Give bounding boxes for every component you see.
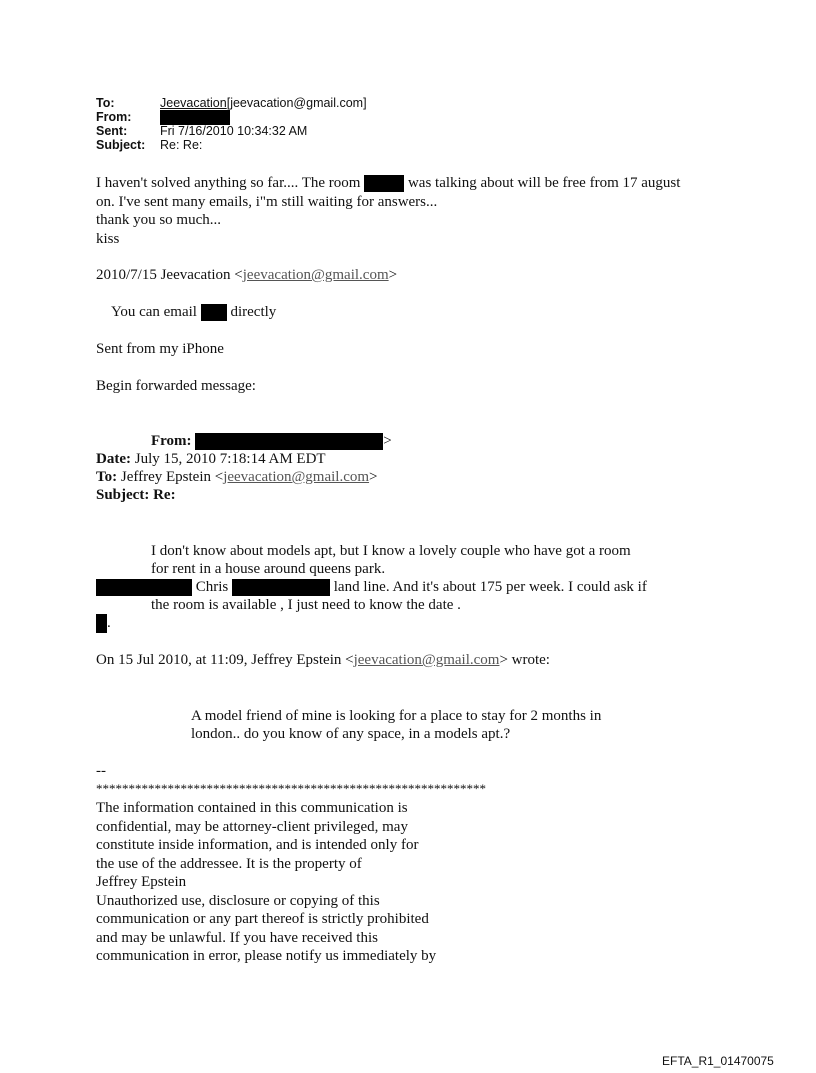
disclaimer-line: communication or any part thereof is strictly prohibited (96, 911, 429, 927)
disclaimer (96, 799, 436, 966)
redaction-box (201, 304, 227, 321)
signature: Sent from my iPhone (96, 341, 224, 357)
forwarded-line-redacted: . (96, 614, 111, 633)
from-label: From: (96, 110, 132, 124)
sent-value: Fri 7/16/2010 10:34:32 AM (160, 124, 308, 138)
reply-attribution: 2010/7/15 Jeevacation <jeevacation@gmail.com> (96, 267, 398, 283)
redaction-box (160, 110, 230, 125)
forwarded-line: the room is available , I just need to know the date . (151, 597, 461, 613)
email-link[interactable]: jeevacation@gmail.com (353, 652, 500, 668)
disclaimer-line: Unauthorized use, disclosure or copying of this (96, 892, 380, 909)
email-link[interactable]: jeevacation@gmail.com (242, 267, 389, 283)
original-attribution: On 15 Jul 2010, at 11:09, Jeffrey Epstein <jeevacation@gmail.com> wrote: (96, 652, 550, 668)
message-line: I haven't solved anything so far.... The room (96, 175, 361, 191)
forwarded-date: Date: July 15, 2010 7:18:14 AM EDT (96, 451, 326, 467)
forwarded-subject: Subject: Re: (96, 487, 176, 503)
subject-value: Re: Re: (160, 138, 203, 152)
disclaimer-line: confidential, may be attorney-client privileged, may (96, 818, 408, 835)
disclaimer-line: and may be unlawful. If you have received this (96, 929, 378, 946)
to-email: [jeevacation@gmail.com] (226, 96, 367, 110)
subject-label: Subject: (96, 138, 146, 152)
disclaimer-line: the use of the addressee. It is the property of (96, 855, 362, 872)
message-line: was talking about will be free from 17 august (407, 175, 681, 191)
original-line: A model friend of mine is looking for a place to stay for 2 months in (191, 708, 602, 724)
forwarded-intro: Begin forwarded message: (96, 378, 256, 394)
original-line: london.. do you know of any space, in a models apt.? (191, 726, 511, 742)
redaction-box (364, 175, 404, 192)
to-name: Jeevacation (160, 96, 227, 110)
to-label: To: (96, 96, 115, 110)
signature-dashes: -- (96, 763, 106, 779)
document-id: EFTA_R1_01470075 (662, 1054, 774, 1068)
message-line: on. I've sent many emails, i"m still waiting for answers... (96, 193, 438, 210)
message-body (96, 174, 680, 248)
email-link[interactable]: jeevacation@gmail.com (223, 469, 370, 485)
forwarded-line: for rent in a house around queens park. (151, 561, 386, 577)
redaction-box (96, 614, 107, 633)
disclaimer-line: constitute inside information, and is intended only for (96, 837, 419, 853)
redaction-box (232, 579, 330, 596)
forwarded-line: I don't know about models apt, but I know a lovely couple who have got a room (151, 543, 631, 559)
reply-body: You can email directly (111, 304, 277, 320)
redaction-box (195, 433, 383, 450)
forwarded-line-redacted: Chris land line. And it's about 175 per week. I could ask if (96, 578, 647, 597)
message-line: thank you so much... (96, 212, 221, 228)
disclaimer-line: Jeffrey Epstein (96, 874, 187, 890)
sent-label: Sent: (96, 124, 128, 138)
message-line: kiss (96, 230, 120, 247)
disclaimer-line: communication in error, please notify us immediately by (96, 948, 437, 964)
forwarded-from: From: > (151, 433, 392, 449)
forwarded-from-label: From: (151, 433, 192, 449)
disclaimer-line: The information contained in this communication is (96, 800, 408, 816)
redaction-box (96, 579, 192, 596)
forwarded-to: To: Jeffrey Epstein <jeevacation@gmail.com> (96, 469, 378, 485)
disclaimer-stars: ************************************************************ (96, 781, 486, 796)
